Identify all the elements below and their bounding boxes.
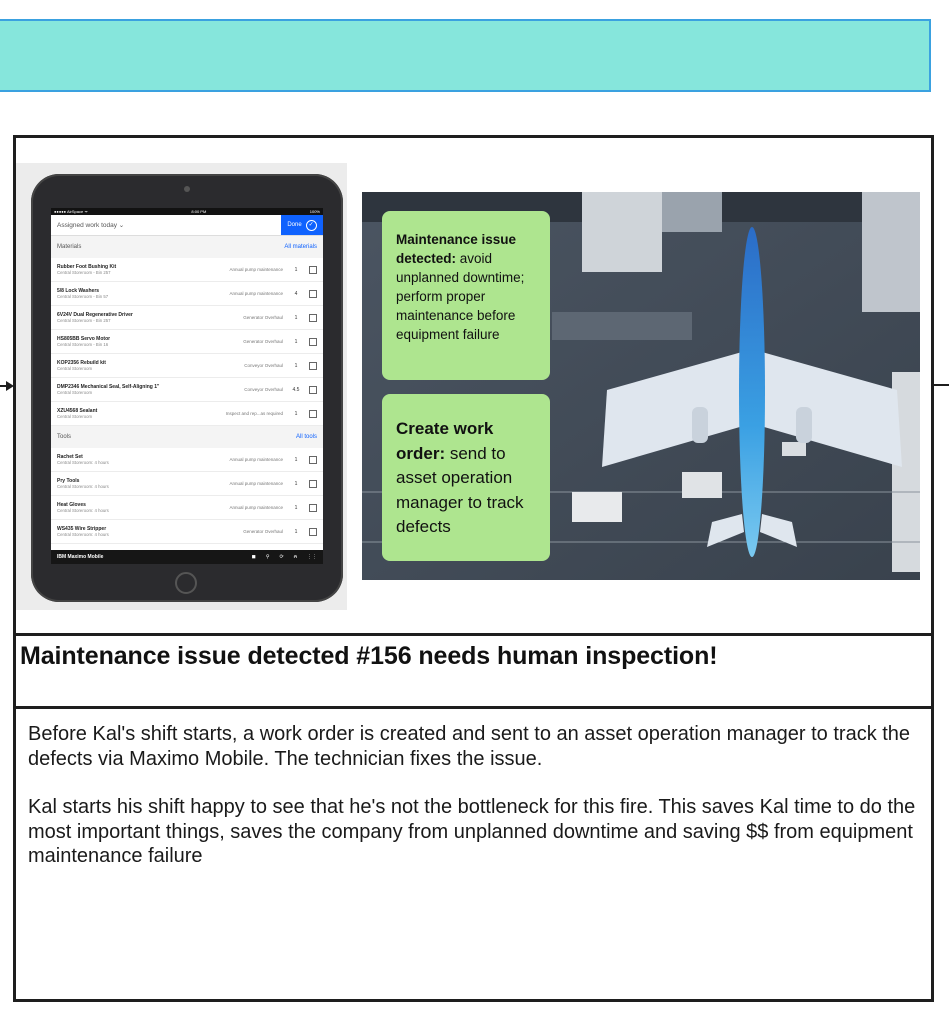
item-info [57, 526, 203, 537]
item-quantity: 4.5 [292, 386, 300, 393]
tools-section-header: Tools All tools [51, 426, 323, 448]
item-quantity: 1 [294, 504, 298, 511]
item-location: Central Storeroom [57, 414, 93, 419]
tools-list [51, 448, 323, 544]
item-checkbox[interactable] [309, 386, 317, 394]
item-context: Annual pump maintenance [229, 505, 283, 510]
item-context: Generator Overhaul [243, 339, 283, 344]
item-context: Generator Overhaul [243, 529, 283, 534]
item-info [57, 502, 203, 513]
item-info [57, 336, 203, 347]
list-item[interactable] [51, 378, 323, 402]
item-info [57, 384, 203, 395]
item-checkbox[interactable] [309, 266, 317, 274]
assigned-work-dropdown[interactable]: Assigned work today ⌄ [57, 222, 125, 229]
list-item[interactable] [51, 306, 323, 330]
item-info [57, 312, 203, 323]
materials-list [51, 258, 323, 426]
screen-header [51, 215, 323, 236]
item-quantity: 1 [294, 480, 298, 487]
item-name: WS435 Wire Stripper [57, 526, 107, 532]
item-checkbox[interactable] [309, 456, 317, 464]
item-location: Central Storeroom - Bin 16 [57, 342, 109, 347]
item-context: Annual pump maintenance [229, 291, 283, 296]
item-checkbox[interactable] [309, 410, 317, 418]
callout-issue-detected: Maintenance issue detected: avoid unplanned downtime; perform proper maintenance before equipment failure [382, 211, 550, 380]
grid-icon[interactable]: ⋮⋮ [307, 554, 317, 560]
item-name: 5/8 Lock Washers [57, 288, 100, 294]
all-materials-link[interactable]: All materials [284, 244, 317, 250]
list-item[interactable] [51, 282, 323, 306]
done-button[interactable]: Done ✓ [281, 215, 323, 235]
chevron-down-icon: ⌄ [118, 222, 125, 229]
item-context: Annual pump maintenance [229, 481, 283, 486]
arrow-right-icon [0, 379, 14, 393]
item-name: DMP2346 Mechanical Seal, Self-Aligning 1" [57, 384, 160, 390]
status-bar: ●●●●● AirSpace ᯤ 8:00 PM 100% [51, 208, 323, 215]
item-name: Pry Tools [57, 478, 80, 484]
callout-create-work-order: Create work order: send to asset operation manager to track defects [382, 394, 550, 561]
item-context: Generator Overhaul [243, 315, 283, 320]
list-item[interactable] [51, 354, 323, 378]
divider-top [13, 633, 934, 636]
list-item[interactable] [51, 496, 323, 520]
tablet-device [31, 174, 343, 602]
maximo-mobile-screen [51, 208, 323, 564]
item-name: XZU4568 Sealant [57, 408, 98, 414]
item-location: Central Storeroom - Bin 57 [57, 294, 109, 299]
list-item[interactable] [51, 448, 323, 472]
item-context: Inspect and rep...as required [225, 411, 283, 416]
item-name: Rubber Foot Bushing Kit [57, 264, 117, 270]
item-checkbox[interactable] [309, 504, 317, 512]
item-quantity: 1 [294, 338, 298, 345]
app-footer [51, 550, 323, 564]
item-checkbox[interactable] [309, 338, 317, 346]
connector-line [933, 384, 949, 386]
item-context: Annual pump maintenance [229, 457, 283, 462]
item-checkbox[interactable] [309, 362, 317, 370]
item-location: Central Storeroom [57, 390, 93, 395]
item-name: KOP2356 Rebuild kit [57, 360, 106, 366]
item-info [57, 478, 203, 489]
item-location: Central Storeroom: 4 hours [57, 484, 109, 489]
item-name: Heat Gloves [57, 502, 86, 508]
item-checkbox[interactable] [309, 290, 317, 298]
item-location: Central Storeroom: 4 hours [57, 460, 109, 465]
item-location: Central Storeroom - Bin 257 [57, 318, 111, 323]
item-quantity: 4 [294, 290, 298, 297]
item-context: Annual pump maintenance [229, 267, 283, 272]
checkmark-icon: ✓ [306, 220, 317, 231]
item-quantity: 1 [294, 528, 298, 535]
list-item[interactable] [51, 330, 323, 354]
item-quantity: 1 [294, 266, 298, 273]
home-button [175, 572, 197, 594]
item-context: Conveyor Overhaul [244, 363, 283, 368]
item-checkbox[interactable] [309, 314, 317, 322]
item-info [57, 360, 203, 371]
list-item[interactable] [51, 258, 323, 282]
item-context: Conveyor Overhaul [244, 387, 283, 392]
item-quantity: 1 [294, 456, 298, 463]
camera-icon [184, 186, 190, 192]
item-quantity: 1 [294, 410, 298, 417]
bell-icon[interactable]: ⍾ [293, 554, 297, 560]
item-info [57, 454, 203, 465]
item-quantity: 1 [294, 362, 298, 369]
item-info [57, 288, 203, 299]
item-location: Central Storeroom: 4 hours [57, 508, 109, 513]
item-location: Central Storeroom [57, 366, 93, 371]
list-item[interactable] [51, 520, 323, 544]
item-info [57, 408, 203, 419]
home-icon[interactable]: ◼ [251, 554, 256, 560]
divider-bottom [13, 706, 934, 709]
item-checkbox[interactable] [309, 480, 317, 488]
materials-section-header: Materials All materials [51, 236, 323, 258]
item-checkbox[interactable] [309, 528, 317, 536]
story-paragraph-1: Before Kal's shift starts, a work order is created and sent to an asset operation manager to track the defects via Maximo Mobile. The technician fixes the issue. [28, 723, 911, 770]
page-title: Maintenance issue detected #156 needs human inspection! [20, 642, 718, 670]
list-item[interactable] [51, 472, 323, 496]
list-item[interactable] [51, 402, 323, 426]
all-tools-link[interactable]: All tools [295, 434, 317, 440]
item-location: Central Storeroom - Bin 257 [57, 270, 111, 275]
story-paragraph-2: Kal starts his shift happy to see that he's not the bottleneck for this fire. This saves Kal time to do the most important things, saves the company from unplanned downtime and saving $$ from equipment maintenance failure [28, 796, 916, 867]
item-name: HS805BB Servo Motor [57, 336, 111, 342]
story-text [28, 722, 918, 893]
item-name: 6V24V Dual Regenerative Driver [57, 312, 133, 318]
sync-icon[interactable]: ⟳ [279, 554, 284, 560]
item-quantity: 1 [294, 314, 298, 321]
app-brand: IBM Maximo Mobile [57, 554, 104, 560]
item-info [57, 264, 203, 275]
top-banner [0, 19, 931, 92]
item-name: Rachet Set [57, 454, 83, 460]
item-location: Central Storeroom: 4 hours [57, 532, 109, 537]
wrench-icon[interactable]: ⚲ [265, 554, 270, 560]
